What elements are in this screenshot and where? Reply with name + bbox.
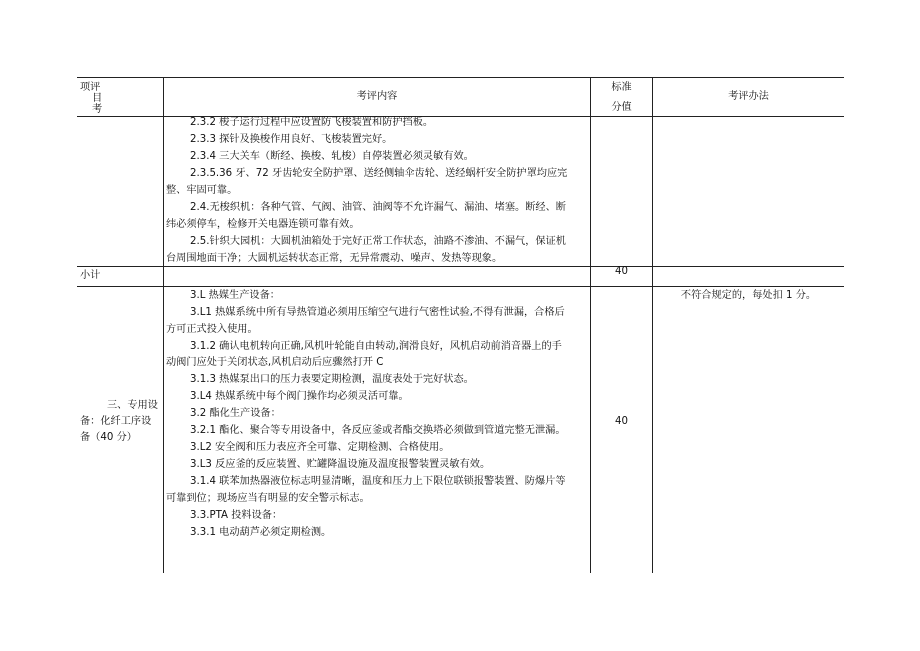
section3-line: 3.1.2 确认电机转向正确,风机叶轮能自由转动,润滑良好，风机启动前消音器上的手 <box>190 341 562 352</box>
table-top-border <box>77 77 844 78</box>
section3-line: 3.L1 热媒系统中所有导热管道必须用压缩空气进行气密性试验,不得有泄漏，合格后 <box>190 307 565 318</box>
section2-line: 2.3.2 梭子运行过程中应设置防飞梭装置和防护挡板。 <box>190 117 434 128</box>
section3-line: 3.1.3 热媒泵出口的压力表要定期检测，温度表处于完好状态。 <box>190 374 474 385</box>
section3-line: 3.2.1 酯化、聚合等专用设备中，各反应釜或者酯交换塔必须做到管道完整无泄漏。 <box>190 425 566 436</box>
section3-category-line3: 备（40 分） <box>80 432 137 443</box>
section3-line: 3.L2 安全阀和压力表应齐全可靠、定期检测、合格使用。 <box>190 442 450 453</box>
column-divider-1 <box>163 77 164 573</box>
section3-line: 3.3.PTA 投料设备： <box>190 510 283 521</box>
section2-line: 整、牢固可靠。 <box>166 185 238 196</box>
section3-line: 可靠到位；现场应当有明显的安全警示标志。 <box>166 493 370 504</box>
header-item-line1: 项评 <box>80 82 101 93</box>
subtotal-label: 小计 <box>80 270 101 281</box>
section3-line: 3.L4 热媒系统中每个阀门操作均必须灵活可靠。 <box>190 391 409 402</box>
section2-line: 2.3.4 三大关车（断经、换梭、轧梭）自停装置必须灵敏有效。 <box>190 151 474 162</box>
header-score-line2: 分值 <box>611 102 632 113</box>
section3-line: 3.L3 反应釜的反应装置、贮罐降温设施及温度报警装置灵敏有效。 <box>190 459 491 470</box>
header-item-line3: 考 <box>92 104 103 115</box>
section2-line: 2.3.5.36 牙、72 牙齿轮安全防护罩、送经侧轴伞齿轮、送经蜗杆安全防护罩均应完 <box>190 168 568 179</box>
column-divider-3 <box>652 77 653 573</box>
section3-line: 3.1.4 联苯加热器液位标志明显清晰，温度和压力上下限位联锁报警装置、防爆片等 <box>190 476 566 487</box>
section3-category-line2: 备：化纤工序设 <box>80 416 152 427</box>
section2-line: 2.3.3 探针及换梭作用良好、飞梭装置完好。 <box>190 134 393 145</box>
section2-line: 台周围地面干净；大圆机运转状态正常，无异常震动、噪声、发热等现象。 <box>166 253 503 264</box>
section3-line: 动阀门应处于关闭状态,风机启动后应骤然打开 C <box>166 357 384 368</box>
section3-line: 方可正式投入使用。 <box>166 324 258 335</box>
section2-line: 纬必须停车，检修开关电器连锁可靠有效。 <box>166 219 360 230</box>
subtotal-score: 40 <box>615 266 628 277</box>
section3-line: 3.L 热媒生产设备： <box>190 290 280 301</box>
section2-line: 2.5.针织大园机：大圆机油箱处于完好正常工作状态，油路不渗油、不漏气，保证机 <box>190 236 566 247</box>
section2-bottom-border <box>77 266 844 267</box>
header-method: 考评办法 <box>728 91 769 102</box>
section3-category-line1: 三、专用设 <box>107 400 158 411</box>
section3-score: 40 <box>615 416 628 427</box>
header-content: 考评内容 <box>356 91 398 102</box>
section3-line: 3.2 酯化生产设备： <box>190 408 281 419</box>
section3-line: 3.3.1 电动葫芦必须定期检测。 <box>190 527 332 538</box>
column-divider-2 <box>590 77 591 573</box>
header-item-line2: 目 <box>92 93 103 104</box>
section3-method: 不符合规定的，每处扣 1 分。 <box>680 290 817 301</box>
subtotal-bottom-border <box>77 286 844 287</box>
header-score-line1: 标准 <box>611 82 632 93</box>
section2-line: 2.4.无梭织机：各种气管、气阀、油管、油阀等不允许漏气、漏油、堵塞。断经、断 <box>190 202 566 213</box>
